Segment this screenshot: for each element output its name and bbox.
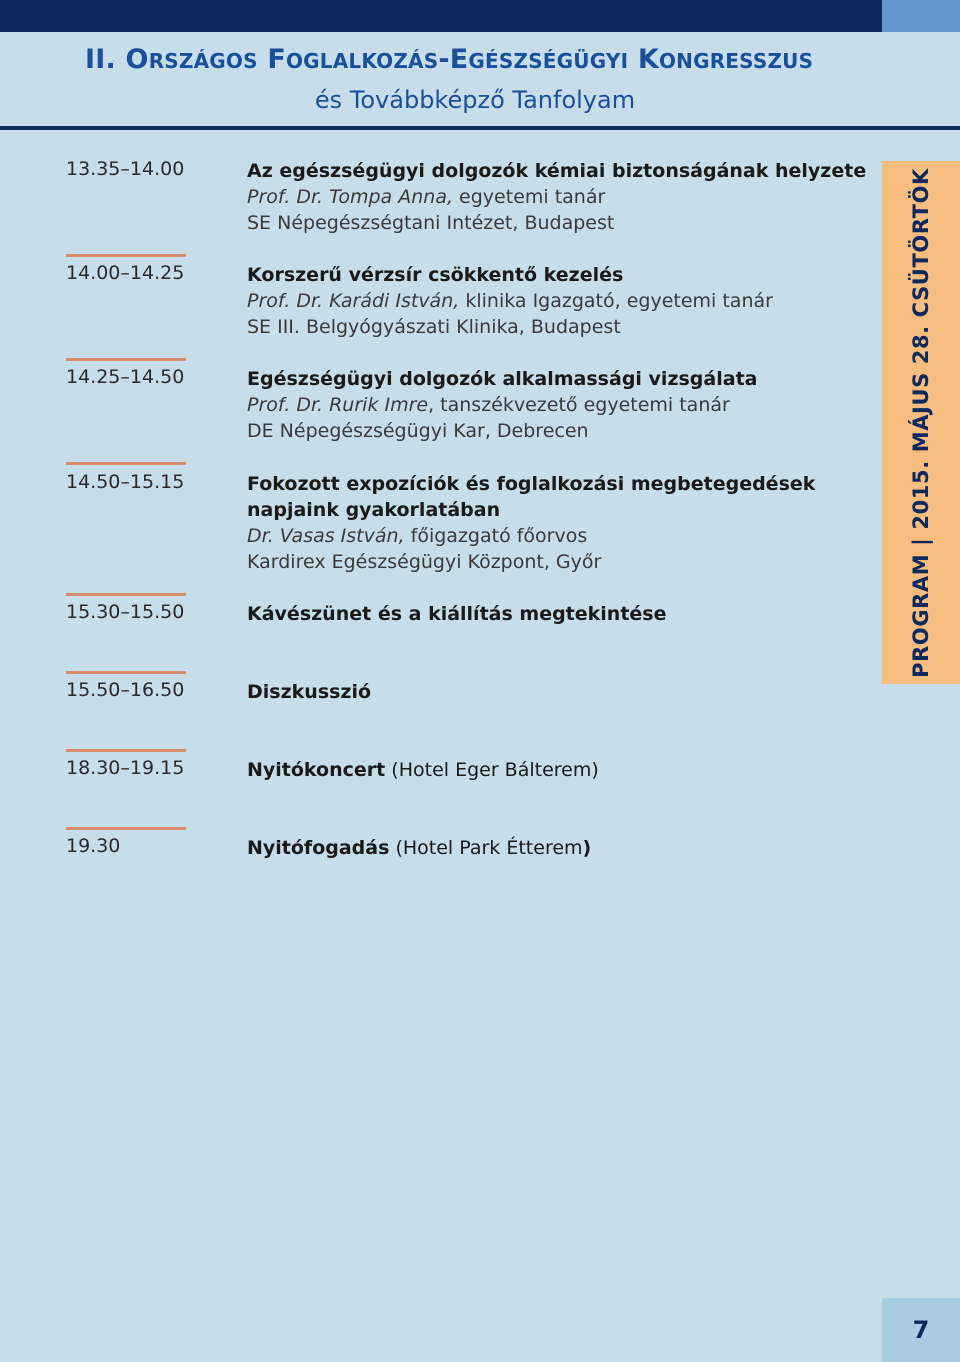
session-institution: SE III. Belgyógyászati Klinika, Budapest	[247, 316, 621, 338]
session-venue-close: )	[582, 837, 592, 859]
side-tab	[882, 161, 960, 684]
separator	[66, 827, 186, 830]
session-time: 15.30–15.50	[66, 601, 185, 623]
session-time: 13.35–14.00	[66, 158, 185, 180]
session-speaker: Prof. Dr. Karádi István, klinika Igazgató, egyetemi tanár	[247, 290, 773, 312]
session-time: 14.25–14.50	[66, 366, 185, 388]
session-title: Fokozott expozíciók és foglalkozási megbetegedések	[247, 473, 816, 495]
session-content	[247, 158, 867, 236]
session-title: Kávészünet és a kiállítás megtekintése	[247, 603, 667, 625]
session-title-continued: napjaink gyakorlatában	[247, 499, 501, 521]
session-content	[247, 757, 867, 783]
session-time: 18.30–19.15	[66, 757, 185, 779]
separator	[66, 254, 186, 257]
session-time: 14.50–15.15	[66, 471, 185, 493]
session-time: 14.00–14.25	[66, 262, 185, 284]
separator	[66, 749, 186, 752]
separator	[66, 671, 186, 674]
page-number: 7	[882, 1298, 960, 1362]
session-content	[247, 601, 867, 627]
session-venue: (Hotel Eger Bálterem)	[385, 759, 599, 781]
session-title-line	[247, 835, 867, 861]
session-venue: (Hotel Park Étterem	[389, 837, 583, 859]
separator	[66, 358, 186, 361]
session-speaker: Prof. Dr. Rurik Imre, tanszékvezető egyetemi tanár	[247, 394, 730, 416]
session-content	[247, 262, 867, 340]
top-bar-accent	[882, 0, 960, 32]
page-subtitle: és Továbbképző Tanfolyam	[314, 86, 636, 114]
session-time: 15.50–16.50	[66, 679, 185, 701]
separator	[66, 462, 186, 465]
session-speaker: Dr. Vasas István, főigazgató főorvos	[247, 525, 588, 547]
separator	[66, 593, 186, 596]
session-title: Nyitókoncert	[247, 759, 386, 781]
session-institution: DE Népegészségügyi Kar, Debrecen	[247, 420, 589, 442]
session-title: Diszkusszió	[247, 681, 372, 703]
session-content	[247, 835, 867, 861]
session-content	[247, 679, 867, 705]
page-title: II. ORSZÁGOS FOGLALKOZÁS-EGÉSZSÉGÜGYI KONGRESSZUS	[85, 44, 814, 75]
session-title: Nyitófogadás	[247, 837, 390, 859]
session-institution: SE Népegészségtani Intézet, Budapest	[247, 212, 615, 234]
session-speaker: Prof. Dr. Tompa Anna, egyetemi tanár	[247, 186, 606, 208]
session-content	[247, 471, 867, 575]
session-time: 19.30	[66, 835, 121, 857]
side-tab-label: PROGRAM | 2015. MÁJUS 28. CSÜTÖRTÖK	[909, 167, 933, 678]
session-institution: Kardirex Egészségügyi Központ, Győr	[247, 551, 602, 573]
session-title-line	[247, 757, 867, 783]
session-title: Az egészségügyi dolgozók kémiai biztonságának helyzete	[247, 160, 867, 182]
session-title: Korszerű vérzsír csökkentő kezelés	[247, 264, 624, 286]
session-title: Egészségügyi dolgozók alkalmassági vizsgálata	[247, 368, 758, 390]
session-content	[247, 366, 867, 444]
